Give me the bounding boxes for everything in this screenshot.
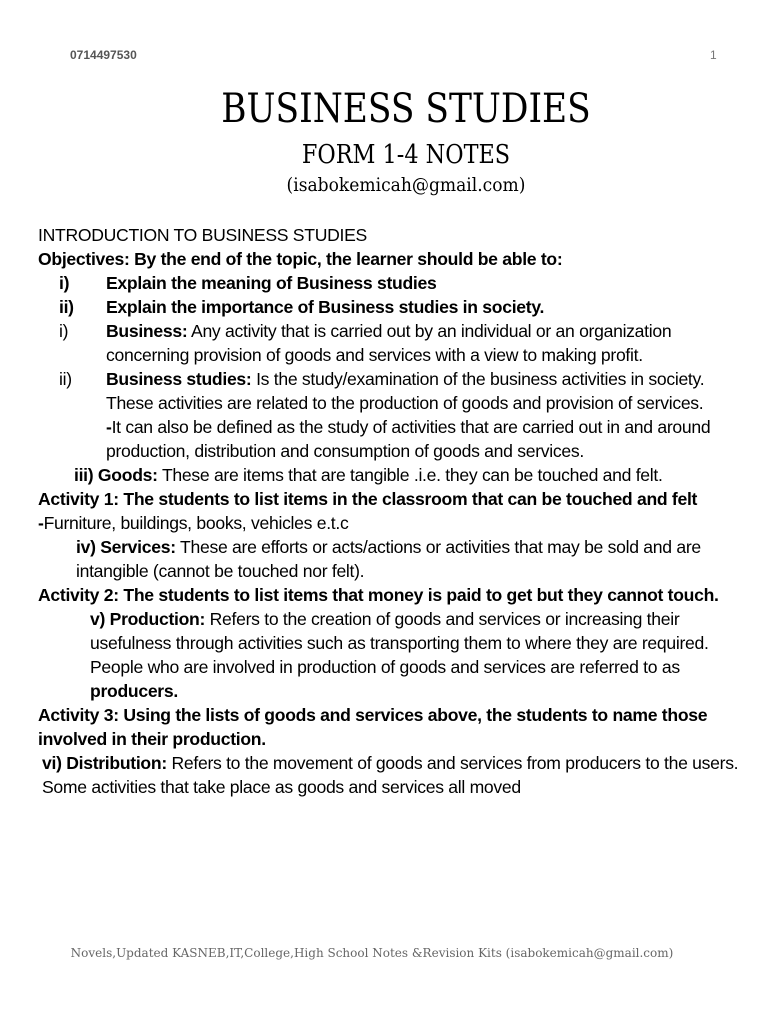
activity-1: Activity 1: The students to list items in the classroom that can be touched and felt [38, 489, 698, 509]
definition-term: v) Production: [90, 609, 206, 629]
definition-term: Business: [106, 321, 188, 341]
definition-number: i) [59, 321, 69, 341]
definition-term: iii) Goods: [74, 465, 158, 485]
dash-marker: - [38, 513, 44, 533]
definition-text: Any activity that is carried out by an individual or an organization concerning provision of goods and services with a view to making profit. [106, 321, 672, 365]
definition-term: iv) Services: [76, 537, 176, 557]
objective-item [38, 295, 746, 319]
activity-2: Activity 2: The students to list items that money is paid to get but they cannot touch. [38, 585, 719, 605]
definition-term: Business studies: [106, 369, 252, 389]
definition-production [38, 607, 746, 703]
author-email: (isabokemicah@gmail.com) [286, 174, 526, 196]
header-phone: 0714497530 [70, 48, 137, 62]
definition-extra: It can also be defined as the study of activities that are carried out in and around production, distribution and consumption of goods and services. [106, 417, 711, 461]
definition-goods [38, 463, 746, 487]
objective-item [38, 271, 746, 295]
objective-number: i) [59, 273, 70, 293]
definition-term-producers: producers. [90, 681, 178, 701]
activity-3: Activity 3: Using the lists of goods and services above, the students to name those involved in their production. [38, 705, 708, 749]
page-footer: Novels,Updated KASNEB,IT,College,High School Notes &Revision Kits (isabokemicah@gmail.com) [70, 946, 674, 960]
definition-distribution [38, 751, 746, 799]
objectives-line: Objectives: By the end of the topic, the learner should be able to: [38, 249, 563, 269]
definition-business-studies [38, 367, 746, 463]
definition-services [38, 535, 746, 583]
answer-text: Furniture, buildings, books, vehicles e.t.c [43, 513, 349, 533]
definition-number: ii) [59, 369, 72, 389]
objective-text: Explain the meaning of Business studies [106, 273, 437, 293]
definition-text: Refers to the movement of goods and services from producers to the users. Some activities that take place as goods and services all moved [42, 753, 739, 797]
definition-body [106, 367, 746, 463]
page-number: 1 [710, 48, 717, 62]
definition-text: Is the study/examination of the business activities in society. These activities are related to the production of goods and provision of services. [106, 369, 705, 413]
dash-marker: - [106, 417, 112, 437]
document-subtitle: FORM 1-4 NOTES [301, 140, 511, 170]
objective-number: ii) [59, 297, 74, 317]
intro-heading: INTRODUCTION TO BUSINESS STUDIES [38, 225, 367, 245]
title-block [0, 84, 768, 198]
definition-business [38, 319, 746, 367]
activity-1-answer [38, 511, 746, 535]
definition-text: These are items that are tangible .i.e. they can be touched and felt. [157, 465, 663, 485]
definition-text: Refers to the creation of goods and services or increasing their usefulness through activities such as transporting them to where they are required. People who are involved in production of goods and services are referred to as [90, 609, 709, 677]
definition-body [106, 319, 746, 367]
document-body [38, 223, 746, 799]
definition-term: vi) Distribution: [42, 753, 167, 773]
definition-text: These are efforts or acts/actions or activities that may be sold and are intangible (cannot be touched nor felt). [76, 537, 701, 581]
document-title: BUSINESS STUDIES [221, 86, 591, 132]
objective-text: Explain the importance of Business studies in society. [106, 297, 545, 317]
